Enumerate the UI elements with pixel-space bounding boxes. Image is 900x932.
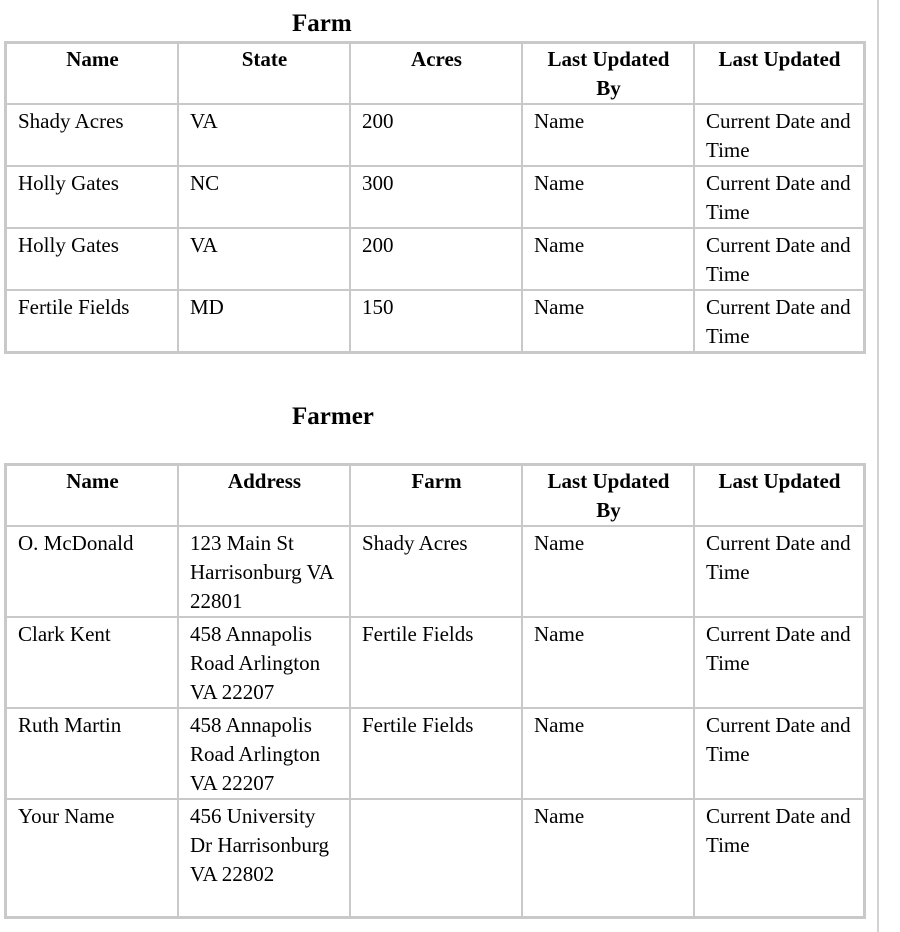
- cell-last-updated-by: Name: [522, 228, 694, 290]
- cell-address: 458 Annapolis Road Arlington VA 22207: [178, 708, 350, 799]
- cell-last-updated-by: Name: [522, 104, 694, 166]
- cell-last-updated: Current Date and Time: [694, 104, 864, 166]
- cell-name: Fertile Fields: [6, 290, 178, 352]
- column-header-name: Name: [6, 465, 178, 526]
- page-edge-divider: [877, 0, 879, 932]
- cell-acres: 200: [350, 104, 522, 166]
- table-row: [6, 290, 864, 352]
- column-header-last-updated-by: Last Updated By: [522, 465, 694, 526]
- cell-name: O. McDonald: [6, 526, 178, 617]
- cell-address: 458 Annapolis Road Arlington VA 22207: [178, 617, 350, 708]
- column-header-farm: Farm: [350, 465, 522, 526]
- cell-address: 456 University Dr Harrisonburg VA 22802: [178, 799, 350, 917]
- table-row: [6, 526, 864, 617]
- cell-farm: Shady Acres: [350, 526, 522, 617]
- cell-name: Shady Acres: [6, 104, 178, 166]
- table-header-row: [6, 465, 864, 526]
- cell-name: Holly Gates: [6, 228, 178, 290]
- table-row: [6, 104, 864, 166]
- cell-address: 123 Main St Harrisonburg VA 22801: [178, 526, 350, 617]
- cell-farm: [350, 799, 522, 917]
- column-header-state: State: [178, 43, 350, 104]
- cell-last-updated: Current Date and Time: [694, 290, 864, 352]
- column-header-last-updated: Last Updated: [694, 465, 864, 526]
- farmer-table: [4, 463, 866, 919]
- cell-state: MD: [178, 290, 350, 352]
- cell-last-updated-by: Name: [522, 708, 694, 799]
- column-header-address: Address: [178, 465, 350, 526]
- cell-last-updated: Current Date and Time: [694, 799, 864, 917]
- column-header-last-updated: Last Updated: [694, 43, 864, 104]
- cell-state: VA: [178, 104, 350, 166]
- cell-acres: 150: [350, 290, 522, 352]
- table-row: [6, 228, 864, 290]
- table-row: [6, 617, 864, 708]
- cell-farm: Fertile Fields: [350, 708, 522, 799]
- cell-last-updated-by: Name: [522, 290, 694, 352]
- table-header-row: [6, 43, 864, 104]
- cell-name: Clark Kent: [6, 617, 178, 708]
- cell-acres: 300: [350, 166, 522, 228]
- cell-last-updated: Current Date and Time: [694, 526, 864, 617]
- table-row: [6, 166, 864, 228]
- table-row: [6, 799, 864, 917]
- cell-farm: Fertile Fields: [350, 617, 522, 708]
- column-header-last-updated-by: Last Updated By: [522, 43, 694, 104]
- cell-last-updated-by: Name: [522, 617, 694, 708]
- column-header-name: Name: [6, 43, 178, 104]
- cell-last-updated: Current Date and Time: [694, 166, 864, 228]
- farm-table-title: Farm: [292, 10, 352, 37]
- cell-name: Your Name: [6, 799, 178, 917]
- cell-name: Ruth Martin: [6, 708, 178, 799]
- cell-last-updated-by: Name: [522, 526, 694, 617]
- cell-last-updated: Current Date and Time: [694, 228, 864, 290]
- cell-last-updated: Current Date and Time: [694, 617, 864, 708]
- cell-acres: 200: [350, 228, 522, 290]
- column-header-acres: Acres: [350, 43, 522, 104]
- farm-table: [4, 41, 866, 354]
- cell-name: Holly Gates: [6, 166, 178, 228]
- cell-last-updated-by: Name: [522, 799, 694, 917]
- farmer-table-title: Farmer: [292, 403, 374, 430]
- cell-last-updated: Current Date and Time: [694, 708, 864, 799]
- table-row: [6, 708, 864, 799]
- cell-state: VA: [178, 228, 350, 290]
- cell-state: NC: [178, 166, 350, 228]
- cell-last-updated-by: Name: [522, 166, 694, 228]
